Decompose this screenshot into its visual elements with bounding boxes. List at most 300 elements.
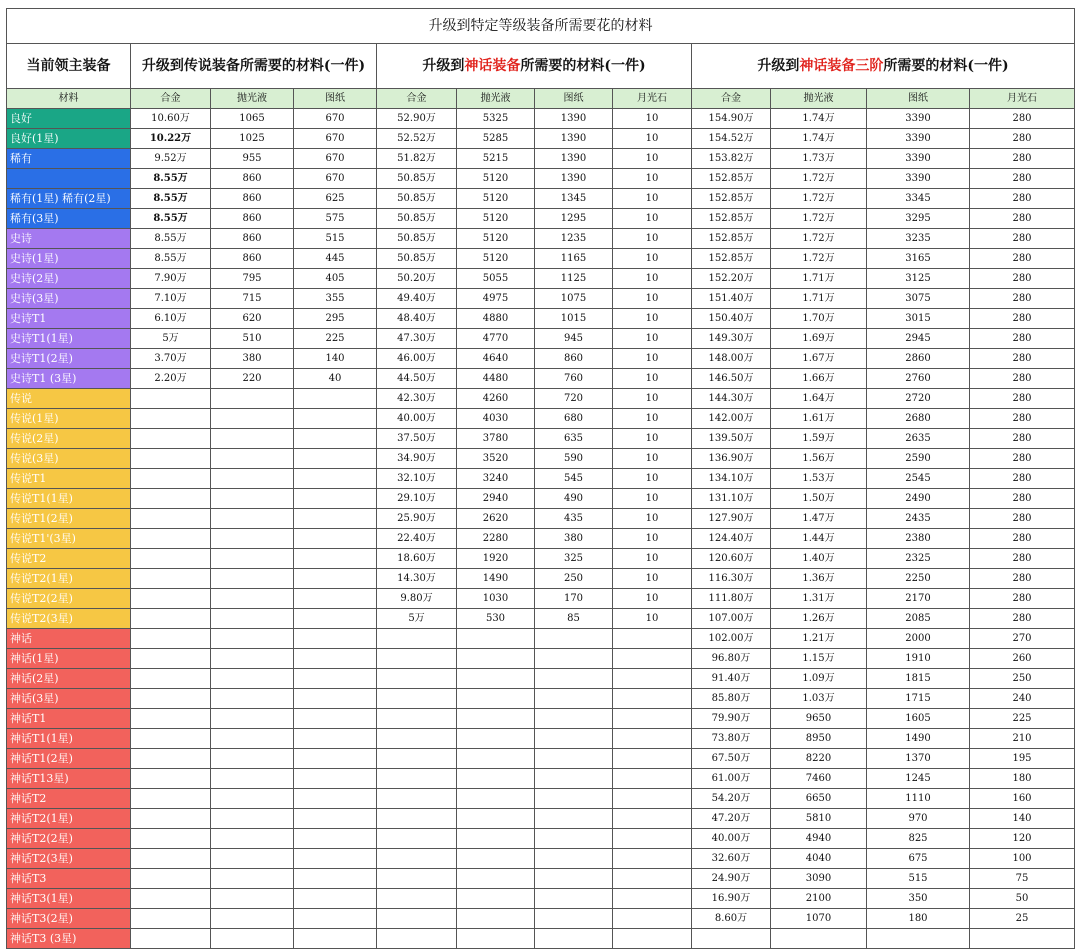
- myth-cell: [535, 629, 613, 649]
- table-row: [7, 929, 1075, 949]
- m3-cell: 139.50万: [692, 429, 771, 449]
- myth-cell: 250: [535, 569, 613, 589]
- m3-cell: 280: [970, 529, 1075, 549]
- myth-cell: 4880: [457, 309, 535, 329]
- m3-cell: 1.69万: [771, 329, 867, 349]
- leg-cell: [294, 809, 377, 829]
- leg-cell: [211, 489, 294, 509]
- myth-cell: 3240: [457, 469, 535, 489]
- myth-cell: 10: [613, 489, 692, 509]
- m3-cell: 250: [970, 669, 1075, 689]
- myth-cell: 50.85万: [377, 249, 457, 269]
- row-label: 神话T1(2星): [7, 749, 131, 769]
- m3-cell: 2545: [867, 469, 970, 489]
- leg-cell: [211, 789, 294, 809]
- table-row: [7, 209, 1075, 229]
- m3-cell: 3295: [867, 209, 970, 229]
- m3-cell: 32.60万: [692, 849, 771, 869]
- m3-cell: 2720: [867, 389, 970, 409]
- m3-cell: 280: [970, 109, 1075, 129]
- m3-cell: 2000: [867, 629, 970, 649]
- leg-cell: 7.10万: [131, 289, 211, 309]
- m3-cell: 7460: [771, 769, 867, 789]
- table-row: [7, 329, 1075, 349]
- m3-cell: 152.85万: [692, 169, 771, 189]
- m3-cell: 1.61万: [771, 409, 867, 429]
- m3-cell: 2945: [867, 329, 970, 349]
- m3-cell: 2435: [867, 509, 970, 529]
- myth-cell: 5120: [457, 189, 535, 209]
- m3-cell: 131.10万: [692, 489, 771, 509]
- myth-cell: 4975: [457, 289, 535, 309]
- leg-cell: 860: [211, 229, 294, 249]
- m3-cell: 1.26万: [771, 609, 867, 629]
- m3-cell: [771, 929, 867, 949]
- leg-cell: 140: [294, 349, 377, 369]
- myth-cell: 1125: [535, 269, 613, 289]
- row-label: 神话T2(2星): [7, 829, 131, 849]
- leg-cell: 225: [294, 329, 377, 349]
- myth-cell: 490: [535, 489, 613, 509]
- table-row: [7, 889, 1075, 909]
- table-row: [7, 489, 1075, 509]
- m3-cell: 1.71万: [771, 269, 867, 289]
- myth-cell: 4640: [457, 349, 535, 369]
- leg-cell: 5万: [131, 329, 211, 349]
- leg-cell: [211, 389, 294, 409]
- myth-cell: 10: [613, 389, 692, 409]
- leg-cell: [131, 529, 211, 549]
- leg-cell: 445: [294, 249, 377, 269]
- leg-cell: 40: [294, 369, 377, 389]
- m3-cell: 24.90万: [692, 869, 771, 889]
- row-label: 良好(1星): [7, 129, 131, 149]
- leg-cell: 515: [294, 229, 377, 249]
- leg-cell: [294, 669, 377, 689]
- leg-cell: 355: [294, 289, 377, 309]
- myth-cell: 1345: [535, 189, 613, 209]
- myth-cell: 10: [613, 429, 692, 449]
- leg-cell: 6.10万: [131, 309, 211, 329]
- leg-cell: 2.20万: [131, 369, 211, 389]
- row-label: 史诗T1: [7, 309, 131, 329]
- myth-cell: [457, 869, 535, 889]
- row-label: 神话(1星): [7, 649, 131, 669]
- m3-cell: 1910: [867, 649, 970, 669]
- m3-cell: [692, 929, 771, 949]
- m3-cell: 1.71万: [771, 289, 867, 309]
- table-row: [7, 769, 1075, 789]
- myth-cell: 10: [613, 449, 692, 469]
- leg-cell: [294, 429, 377, 449]
- m3-cell: 280: [970, 489, 1075, 509]
- m3-cell: 3345: [867, 189, 970, 209]
- myth-cell: 10: [613, 169, 692, 189]
- row-label: 神话T1: [7, 709, 131, 729]
- myth-cell: 3780: [457, 429, 535, 449]
- leg-cell: [294, 789, 377, 809]
- table-row: [7, 109, 1075, 129]
- table-row: [7, 349, 1075, 369]
- leg-cell: [211, 849, 294, 869]
- leg-cell: 1065: [211, 109, 294, 129]
- table-row: [7, 389, 1075, 409]
- leg-cell: [294, 829, 377, 849]
- m3-cell: 160: [970, 789, 1075, 809]
- m3-cell: 2760: [867, 369, 970, 389]
- m3-cell: 1715: [867, 689, 970, 709]
- m3-cell: 91.40万: [692, 669, 771, 689]
- leg-cell: [131, 829, 211, 849]
- m3-cell: 85.80万: [692, 689, 771, 709]
- m3-cell: 154.90万: [692, 109, 771, 129]
- m3-cell: 1.70万: [771, 309, 867, 329]
- row-label: 神话T3(2星): [7, 909, 131, 929]
- row-label: 史诗T1(1星): [7, 329, 131, 349]
- myth-cell: 5120: [457, 209, 535, 229]
- leg-cell: 510: [211, 329, 294, 349]
- m3-cell: 120: [970, 829, 1075, 849]
- m3-cell: 210: [970, 729, 1075, 749]
- myth-cell: 9.80万: [377, 589, 457, 609]
- leg-cell: [294, 389, 377, 409]
- myth-cell: [535, 749, 613, 769]
- m3-cell: 280: [970, 449, 1075, 469]
- leg-cell: 1025: [211, 129, 294, 149]
- m3-cell: 280: [970, 229, 1075, 249]
- leg-cell: [294, 609, 377, 629]
- myth-cell: 46.00万: [377, 349, 457, 369]
- leg-cell: [294, 709, 377, 729]
- myth-col-polish: 抛光液: [457, 89, 535, 109]
- myth-cell: 50.85万: [377, 169, 457, 189]
- row-label: 传说T1'(3星): [7, 529, 131, 549]
- myth-cell: 5285: [457, 129, 535, 149]
- leg-cell: [211, 709, 294, 729]
- leg-cell: 380: [211, 349, 294, 369]
- leg-cell: 10.22万: [131, 129, 211, 149]
- leg-cell: 860: [211, 249, 294, 269]
- leg-cell: [211, 509, 294, 529]
- m3-cell: 270: [970, 629, 1075, 649]
- leg-cell: [131, 889, 211, 909]
- m3-col-alloy: 合金: [692, 89, 771, 109]
- m3-cell: 8.60万: [692, 909, 771, 929]
- m3-cell: 1.73万: [771, 149, 867, 169]
- m3-cell: 280: [970, 129, 1075, 149]
- m3-cell: 280: [970, 189, 1075, 209]
- myth-cell: [377, 709, 457, 729]
- m3-cell: 152.85万: [692, 249, 771, 269]
- myth-cell: 5120: [457, 249, 535, 269]
- m3-cell: 3165: [867, 249, 970, 269]
- leg-cell: [211, 429, 294, 449]
- row-label: 史诗(2星): [7, 269, 131, 289]
- material-header: 材料: [7, 89, 131, 109]
- myth-cell: 1390: [535, 169, 613, 189]
- leg-cell: [131, 589, 211, 609]
- m3-cell: 280: [970, 469, 1075, 489]
- m3-cell: 1370: [867, 749, 970, 769]
- m3-cell: 280: [970, 149, 1075, 169]
- leg-cell: [131, 869, 211, 889]
- myth-cell: 5215: [457, 149, 535, 169]
- myth-cell: [535, 649, 613, 669]
- m3-cell: 1.72万: [771, 229, 867, 249]
- m3-cell: [970, 929, 1075, 949]
- m3-cell: 61.00万: [692, 769, 771, 789]
- m3-cell: 3090: [771, 869, 867, 889]
- myth-cell: [535, 669, 613, 689]
- m3-cell: 120.60万: [692, 549, 771, 569]
- m3-col-moonstone: 月光石: [970, 89, 1075, 109]
- myth-cell: [535, 769, 613, 789]
- row-label: 传说T2: [7, 549, 131, 569]
- myth-cell: 85: [535, 609, 613, 629]
- leg-cell: [211, 609, 294, 629]
- mythic3-group-header: [692, 44, 1075, 89]
- leg-cell: [294, 509, 377, 529]
- leg-cell: 8.55万: [131, 169, 211, 189]
- m3-cell: 2860: [867, 349, 970, 369]
- m3-cell: 2380: [867, 529, 970, 549]
- leg-cell: 670: [294, 109, 377, 129]
- table-row: [7, 709, 1075, 729]
- myth-cell: 42.30万: [377, 389, 457, 409]
- leg-cell: [131, 629, 211, 649]
- m3-cell: 3390: [867, 149, 970, 169]
- myth-cell: [377, 649, 457, 669]
- leg-cell: 670: [294, 149, 377, 169]
- myth-cell: 10: [613, 149, 692, 169]
- row-label: 史诗T1(2星): [7, 349, 131, 369]
- m3-cell: 151.40万: [692, 289, 771, 309]
- m3-cell: 260: [970, 649, 1075, 669]
- m3-cell: 1.64万: [771, 389, 867, 409]
- m3-cell: 146.50万: [692, 369, 771, 389]
- myth-cell: [613, 729, 692, 749]
- m3-cell: 8220: [771, 749, 867, 769]
- m3-cell: 1.31万: [771, 589, 867, 609]
- myth-cell: 10: [613, 129, 692, 149]
- m3-cell: 154.52万: [692, 129, 771, 149]
- sheet-title: 升级到特定等级装备所需要花的材料: [7, 9, 1075, 44]
- m3-cell: 1.72万: [771, 249, 867, 269]
- m3-cell: 1.74万: [771, 129, 867, 149]
- m3-cell: 675: [867, 849, 970, 869]
- myth-cell: 1490: [457, 569, 535, 589]
- table-row: [7, 429, 1075, 449]
- m3-cell: 4940: [771, 829, 867, 849]
- myth-cell: [613, 769, 692, 789]
- leg-cell: [294, 849, 377, 869]
- myth-cell: [377, 689, 457, 709]
- table-row: [7, 829, 1075, 849]
- leg-cell: [131, 689, 211, 709]
- m3-cell: 67.50万: [692, 749, 771, 769]
- table-row: [7, 809, 1075, 829]
- m3-cell: 280: [970, 409, 1075, 429]
- myth-cell: [535, 869, 613, 889]
- row-label: 史诗T1 (3星): [7, 369, 131, 389]
- leg-cell: [131, 509, 211, 529]
- myth-cell: [613, 929, 692, 949]
- m3-cell: 1245: [867, 769, 970, 789]
- m3-cell: 107.00万: [692, 609, 771, 629]
- m3-cell: 100: [970, 849, 1075, 869]
- table-row: [7, 549, 1075, 569]
- m3-cell: 116.30万: [692, 569, 771, 589]
- myth-cell: 51.82万: [377, 149, 457, 169]
- myth-cell: [613, 889, 692, 909]
- myth-cell: 10: [613, 289, 692, 309]
- leg-cell: 670: [294, 169, 377, 189]
- mythic3-header-pre: 升级到: [757, 58, 800, 74]
- myth-cell: [377, 729, 457, 749]
- row-label: 传说: [7, 389, 131, 409]
- myth-cell: [613, 689, 692, 709]
- myth-cell: [613, 869, 692, 889]
- myth-cell: 5万: [377, 609, 457, 629]
- myth-cell: [377, 909, 457, 929]
- m3-cell: 2100: [771, 889, 867, 909]
- m3-cell: 2635: [867, 429, 970, 449]
- leg-cell: [294, 769, 377, 789]
- m3-cell: 75: [970, 869, 1075, 889]
- myth-cell: 435: [535, 509, 613, 529]
- row-label: 传说T1(1星): [7, 489, 131, 509]
- myth-cell: 5120: [457, 229, 535, 249]
- m3-cell: 134.10万: [692, 469, 771, 489]
- row-label: 神话(2星): [7, 669, 131, 689]
- m3-cell: 3015: [867, 309, 970, 329]
- leg-cell: 955: [211, 149, 294, 169]
- m3-cell: 127.90万: [692, 509, 771, 529]
- m3-cell: 240: [970, 689, 1075, 709]
- table-row: [7, 509, 1075, 529]
- myth-cell: 635: [535, 429, 613, 449]
- m3-cell: 1070: [771, 909, 867, 929]
- myth-cell: 720: [535, 389, 613, 409]
- leg-cell: 8.55万: [131, 209, 211, 229]
- m3-cell: 3125: [867, 269, 970, 289]
- m3-cell: 73.80万: [692, 729, 771, 749]
- m3-col-polish: 抛光液: [771, 89, 867, 109]
- myth-cell: 10: [613, 409, 692, 429]
- mythic3-header-red: 神话装备三阶: [799, 58, 884, 74]
- myth-cell: [613, 909, 692, 929]
- row-label: 神话: [7, 629, 131, 649]
- myth-cell: 44.50万: [377, 369, 457, 389]
- leg-cell: [131, 809, 211, 829]
- table-row: [7, 729, 1075, 749]
- myth-cell: [457, 829, 535, 849]
- m3-cell: 280: [970, 609, 1075, 629]
- myth-cell: [457, 709, 535, 729]
- leg-cell: [294, 489, 377, 509]
- m3-cell: 152.85万: [692, 189, 771, 209]
- m3-col-blueprint: 图纸: [867, 89, 970, 109]
- m3-cell: 1.66万: [771, 369, 867, 389]
- myth-cell: 10: [613, 549, 692, 569]
- table-row: [7, 649, 1075, 669]
- myth-cell: 5120: [457, 169, 535, 189]
- m3-cell: 280: [970, 209, 1075, 229]
- table-row: [7, 909, 1075, 929]
- leg-cell: [131, 409, 211, 429]
- myth-cell: [613, 849, 692, 869]
- leg-cell: [131, 729, 211, 749]
- myth-cell: 32.10万: [377, 469, 457, 489]
- myth-cell: [613, 629, 692, 649]
- m3-cell: 1.56万: [771, 449, 867, 469]
- row-label: 神话T1(1星): [7, 729, 131, 749]
- myth-cell: 10: [613, 529, 692, 549]
- m3-cell: 180: [867, 909, 970, 929]
- materials-sheet: [6, 8, 1074, 949]
- row-label: 神话T2(3星): [7, 849, 131, 869]
- leg-cell: 8.55万: [131, 229, 211, 249]
- myth-cell: 18.60万: [377, 549, 457, 569]
- m3-cell: 2250: [867, 569, 970, 589]
- m3-cell: 40.00万: [692, 829, 771, 849]
- myth-cell: 10: [613, 369, 692, 389]
- row-label: 神话T3 (3星): [7, 929, 131, 949]
- myth-cell: [377, 669, 457, 689]
- m3-cell: 1.72万: [771, 169, 867, 189]
- myth-cell: [535, 849, 613, 869]
- leg-cell: 860: [211, 169, 294, 189]
- table-row: [7, 609, 1075, 629]
- leg-cell: 860: [211, 209, 294, 229]
- row-label: 良好: [7, 109, 131, 129]
- leg-cell: [131, 609, 211, 629]
- myth-cell: 22.40万: [377, 529, 457, 549]
- m3-cell: 1.40万: [771, 549, 867, 569]
- m3-cell: 140: [970, 809, 1075, 829]
- leg-cell: 10.60万: [131, 109, 211, 129]
- myth-cell: [613, 709, 692, 729]
- table-row: [7, 669, 1075, 689]
- leg-cell: [131, 549, 211, 569]
- myth-cell: 37.50万: [377, 429, 457, 449]
- myth-cell: [377, 889, 457, 909]
- leg-cell: [131, 709, 211, 729]
- row-label: 史诗(3星): [7, 289, 131, 309]
- m3-cell: 1.44万: [771, 529, 867, 549]
- leg-cell: [211, 769, 294, 789]
- leg-cell: [211, 929, 294, 949]
- row-label: [7, 169, 131, 189]
- myth-cell: [535, 689, 613, 709]
- m3-cell: 3390: [867, 129, 970, 149]
- leg-cell: [131, 449, 211, 469]
- myth-cell: 10: [613, 329, 692, 349]
- leg-cell: [131, 749, 211, 769]
- myth-cell: 1390: [535, 109, 613, 129]
- myth-cell: 10: [613, 349, 692, 369]
- myth-cell: 1235: [535, 229, 613, 249]
- myth-cell: 29.10万: [377, 489, 457, 509]
- m3-cell: 3390: [867, 169, 970, 189]
- m3-cell: 280: [970, 429, 1075, 449]
- leg-cell: [211, 689, 294, 709]
- leg-cell: [211, 649, 294, 669]
- myth-cell: 49.40万: [377, 289, 457, 309]
- m3-cell: 280: [970, 269, 1075, 289]
- myth-cell: 40.00万: [377, 409, 457, 429]
- myth-cell: [535, 789, 613, 809]
